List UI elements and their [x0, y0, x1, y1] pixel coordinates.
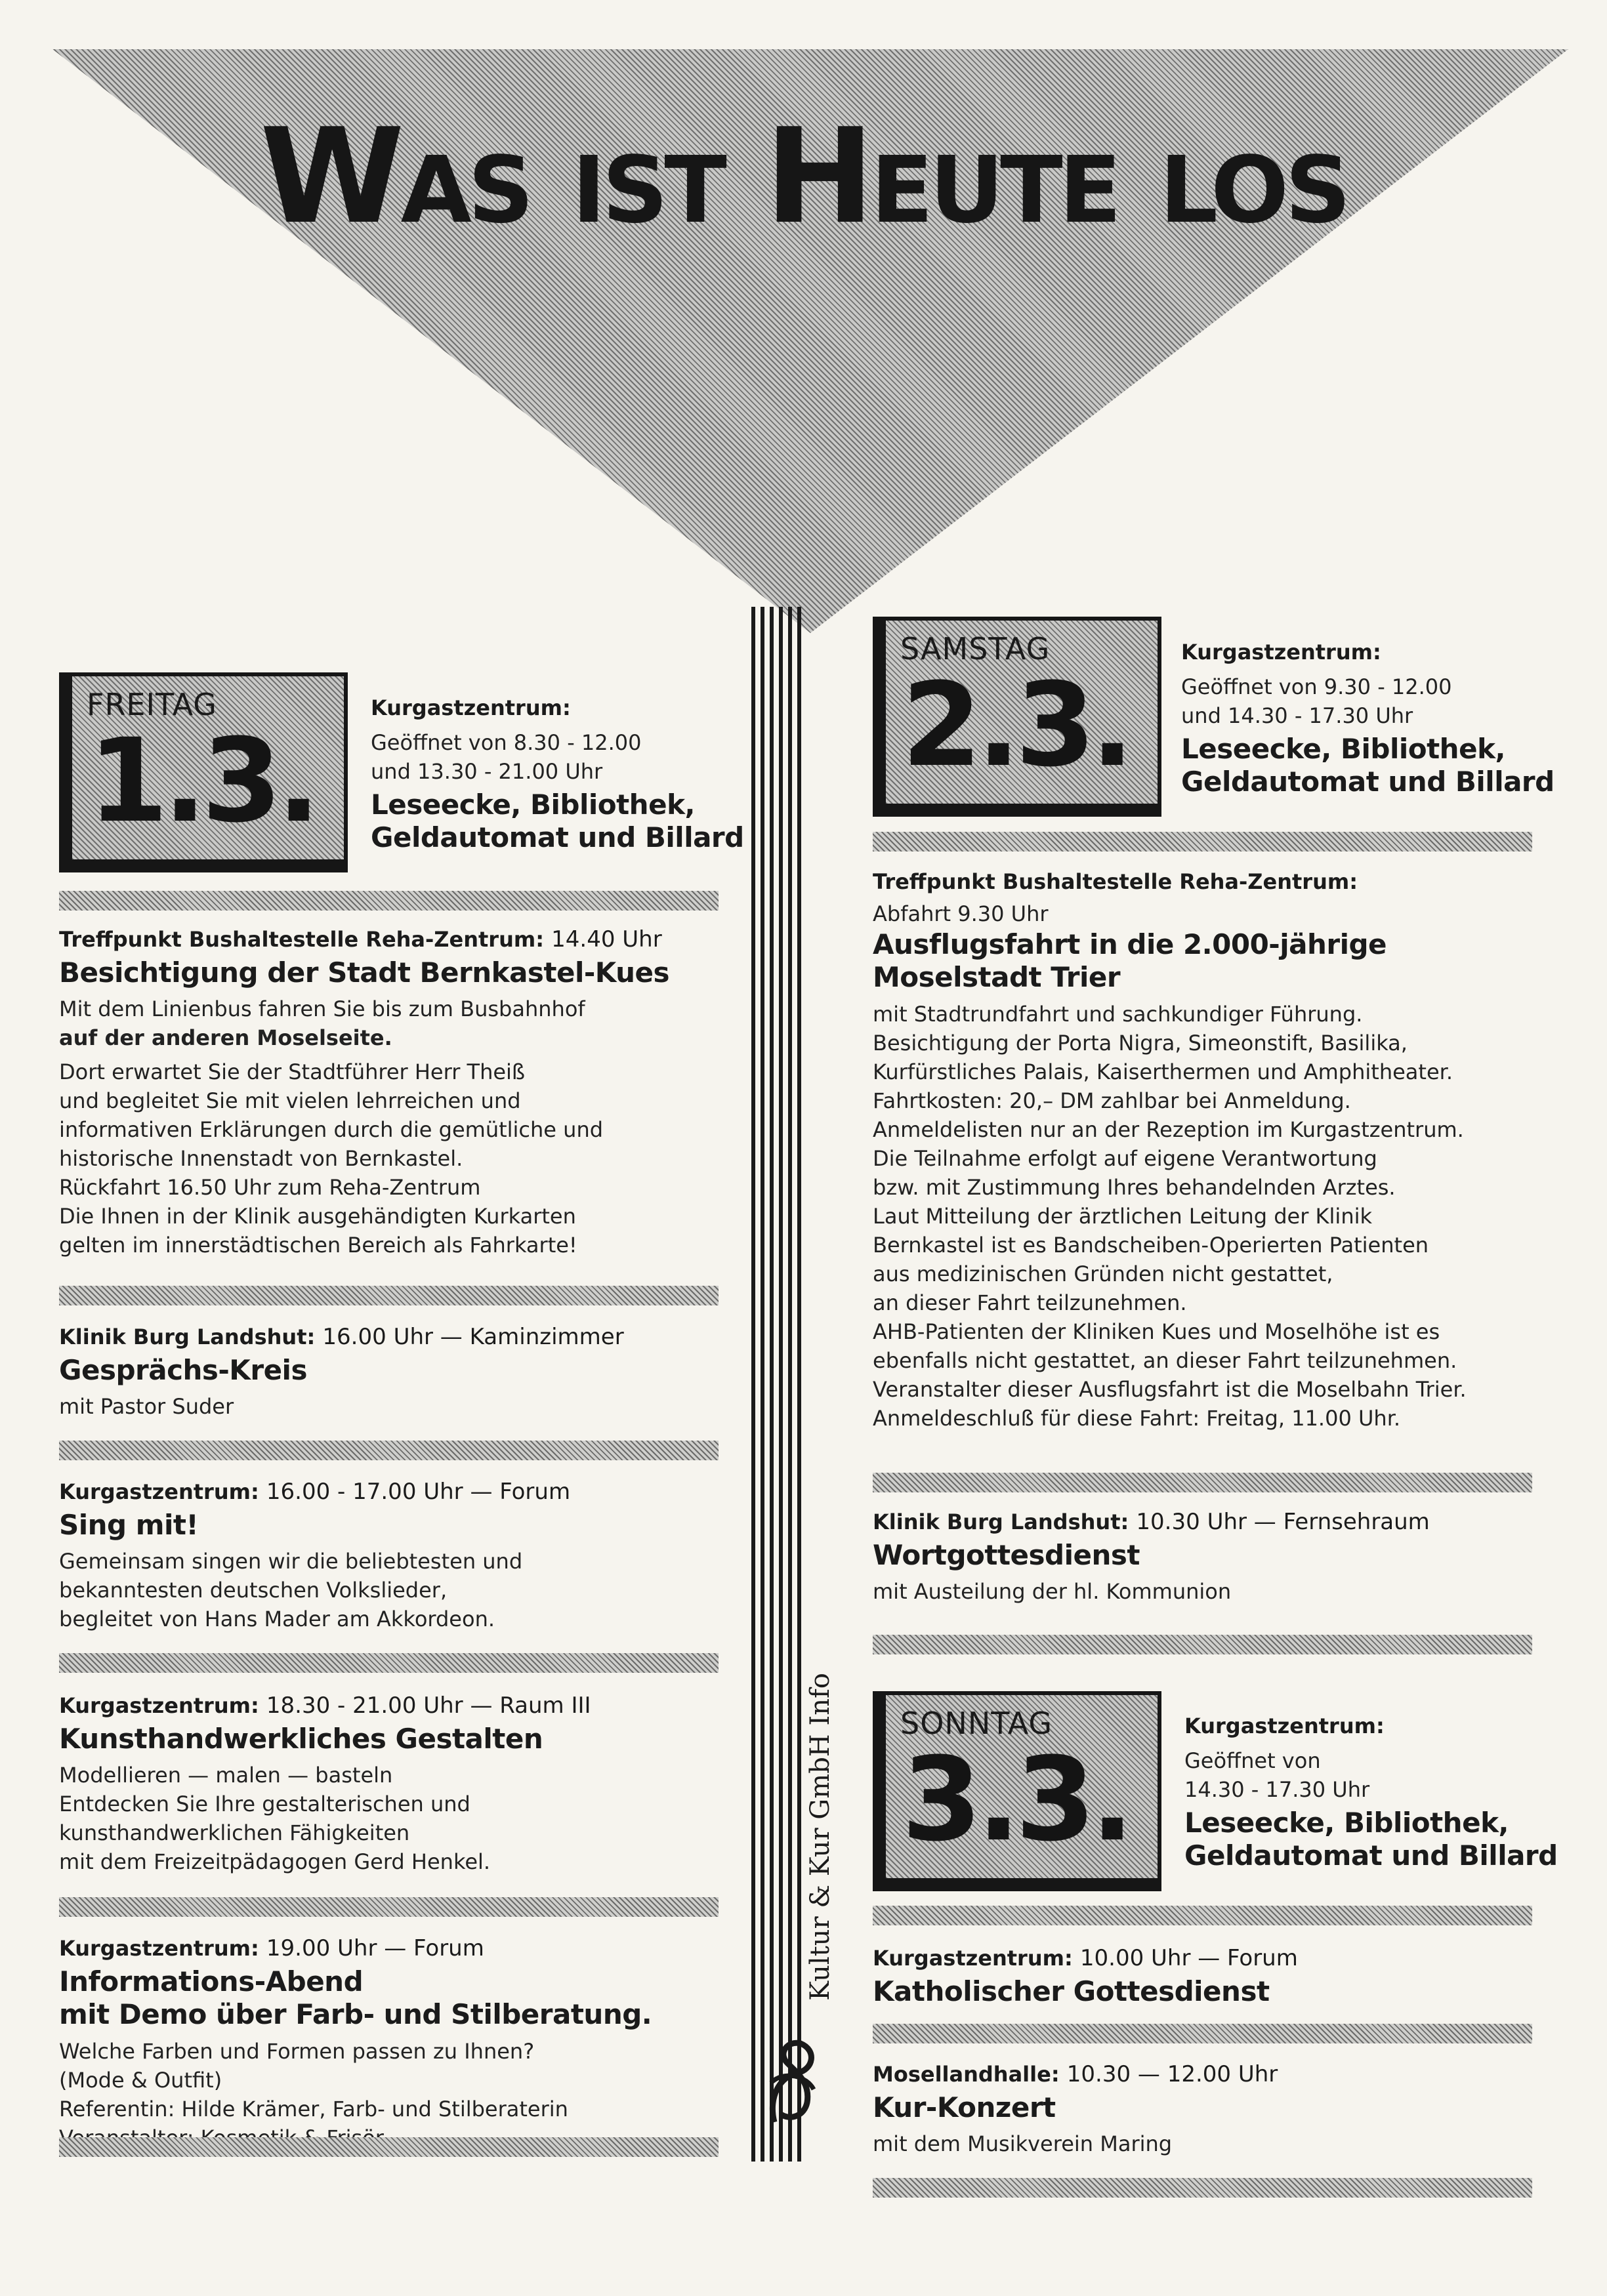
- open-label: Kurgastzentrum:: [1184, 1713, 1385, 1738]
- event-text: (Mode & Outfit): [59, 2067, 222, 2093]
- separator: [59, 1441, 719, 1460]
- event-title: Katholischer Gottesdienst: [873, 1975, 1270, 2007]
- open-title: Leseecke, Bibliothek,: [1181, 733, 1505, 765]
- separator: [59, 891, 719, 911]
- event-text: mit Pastor Suder: [59, 1394, 234, 1420]
- separator: [59, 2137, 719, 2157]
- open-label: Kurgastzentrum:: [1181, 640, 1381, 665]
- page-title: Was ist Heute los: [260, 100, 1347, 253]
- event-title: Informations-Abend: [59, 1965, 364, 1998]
- event-text: informativen Erklärungen durch die gemütliche und: [59, 1117, 604, 1143]
- event-text: historische Innenstadt von Bernkastel.: [59, 1146, 463, 1172]
- publisher-label: Kultur & Kur GmbH Info: [805, 1673, 835, 2001]
- event-sing-mit: [59, 1479, 570, 1633]
- event-text: ebenfalls nicht gestattet, an dieser Fahrt teilzunehmen.: [873, 1347, 1457, 1373]
- event-text: Anmeldeschluß für diese Fahrt: Freitag, 11.00 Uhr.: [873, 1405, 1401, 1431]
- event-text: mit Stadtrundfahrt und sachkundiger Führung.: [873, 1001, 1363, 1027]
- open-title: Leseecke, Bibliothek,: [1184, 1807, 1509, 1839]
- event-text: mit dem Freizeitpädagogen Gerd Henkel.: [59, 1849, 491, 1875]
- open-line: und 13.30 - 21.00 Uhr: [371, 759, 603, 784]
- event-time: 18.30 - 21.00 Uhr — Raum III: [266, 1692, 591, 1719]
- event-time: 10.30 — 12.00 Uhr: [1066, 2061, 1278, 2087]
- open-title: Geldautomat und Billard: [1184, 1839, 1558, 1872]
- event-text: kunsthandwerklichen Fähigkeiten: [59, 1820, 410, 1846]
- separator: [873, 2024, 1532, 2043]
- separator: [873, 1906, 1532, 1925]
- event-title: Moselstadt Trier: [873, 961, 1121, 994]
- event-text: aus medizinischen Gründen nicht gestattet,: [873, 1261, 1333, 1286]
- event-title: Wortgottesdienst: [873, 1539, 1140, 1571]
- event-text: Gemeinsam singen wir die beliebtesten und: [59, 1549, 523, 1574]
- event-kur-konzert: [873, 2061, 1278, 2158]
- event-text: bekanntesten deutschen Volkslieder,: [59, 1578, 448, 1603]
- date-box-sunday: [873, 1691, 1161, 1891]
- day-name: SONNTAG: [900, 1706, 1053, 1741]
- event-text: an dieser Fahrt teilzunehmen.: [873, 1290, 1187, 1315]
- event-time: Abfahrt 9.30 Uhr: [873, 901, 1049, 926]
- event-title: Kur-Konzert: [873, 2091, 1056, 2123]
- event-location: Kurgastzentrum:: [59, 1479, 259, 1504]
- date-box-friday: [59, 672, 348, 872]
- event-text: Bernkastel ist es Bandscheiben-Operierten Patienten: [873, 1232, 1429, 1258]
- open-title: Leseecke, Bibliothek,: [371, 789, 695, 821]
- event-text: begleitet von Hans Mader am Akkordeon.: [59, 1607, 495, 1632]
- event-wortgottesdienst: [873, 1509, 1430, 1606]
- event-trier: [873, 869, 1581, 1433]
- event-location: Klinik Burg Landshut:: [59, 1324, 316, 1349]
- event-text: Referentin: Hilde Krämer, Farb- und Stilberaterin: [59, 2096, 568, 2122]
- event-time: 10.30 Uhr — Fernsehraum: [1136, 1509, 1430, 1535]
- event-title: Gesprächs-Kreis: [59, 1354, 307, 1386]
- date-number: 3.3.: [902, 1732, 1129, 1867]
- open-line: 14.30 - 17.30 Uhr: [1184, 1777, 1370, 1802]
- sun-open-block: [1184, 1713, 1558, 1873]
- event-text: Fahrtkosten: 20,– DM zahlbar bei Anmeldung.: [873, 1088, 1351, 1113]
- knot-logo-icon: [761, 2037, 824, 2125]
- event-text: Modellieren — malen — basteln: [59, 1763, 393, 1788]
- separator: [873, 832, 1532, 851]
- separator: [873, 1635, 1532, 1654]
- event-time: 16.00 - 17.00 Uhr — Forum: [266, 1479, 571, 1505]
- event-text: Veranstalter dieser Ausflugsfahrt ist die Moselbahn Trier.: [873, 1376, 1467, 1402]
- event-title: mit Demo über Farb- und Stilberatung.: [59, 1998, 652, 2031]
- event-title: Sing mit!: [59, 1509, 199, 1541]
- event-text: Anmeldelisten nur an der Rezeption im Kurgastzentrum.: [873, 1117, 1464, 1142]
- event-text: auf der anderen Moselseite.: [59, 1025, 392, 1051]
- event-location: Kurgastzentrum:: [873, 1946, 1073, 1971]
- event-text: Welche Farben und Formen passen zu Ihnen?: [59, 2038, 535, 2064]
- event-text: mit Austeilung der hl. Kommunion: [873, 1579, 1232, 1605]
- date-box-saturday: [873, 617, 1161, 817]
- date-number: 2.3.: [902, 658, 1129, 792]
- event-location: Kurgastzentrum:: [59, 1693, 259, 1718]
- event-kath-gottesdienst: [873, 1945, 1298, 2008]
- date-number: 1.3.: [88, 714, 316, 848]
- event-text: AHB-Patienten der Kliniken Kues und Moselhöhe ist es: [873, 1319, 1440, 1344]
- event-text: Dort erwartet Sie der Stadtführer Herr Theiß: [59, 1059, 526, 1085]
- event-text: Besichtigung der Porta Nigra, Simeonstift, Basilika,: [873, 1030, 1408, 1056]
- event-text: und begleitet Sie mit vielen lehrreichen und: [59, 1088, 521, 1114]
- event-text: Die Ihnen in der Klinik ausgehändigten Kurkarten: [59, 1204, 576, 1229]
- event-title: Besichtigung der Stadt Bernkastel-Kues: [59, 956, 669, 989]
- event-text: bzw. mit Zustimmung Ihres behandelnden Arztes.: [873, 1174, 1396, 1200]
- day-name: SAMSTAG: [900, 631, 1051, 666]
- event-text: Entdecken Sie Ihre gestalterischen und: [59, 1792, 470, 1817]
- event-gespraechskreis: [59, 1324, 624, 1421]
- separator: [59, 1653, 719, 1673]
- event-time: 14.40 Uhr: [551, 926, 662, 953]
- event-time: 10.00 Uhr — Forum: [1079, 1945, 1298, 1971]
- open-line: Geöffnet von: [1184, 1748, 1321, 1773]
- event-text: Laut Mitteilung der ärztlichen Leitung der Klinik: [873, 1203, 1373, 1229]
- event-text: Mit dem Linienbus fahren Sie bis zum Busbahnhof: [59, 996, 585, 1022]
- fri-open-block: [371, 695, 744, 855]
- open-label: Kurgastzentrum:: [371, 695, 571, 720]
- open-line: Geöffnet von 8.30 - 12.00: [371, 730, 642, 755]
- event-kunsthandwerk: [59, 1692, 591, 1876]
- event-bernkastel: [59, 926, 741, 1260]
- event-location: Treffpunkt Bushaltestelle Reha-Zentrum:: [873, 869, 1358, 894]
- event-text: gelten im innerstädtischen Bereich als Fahrkarte!: [59, 1233, 577, 1258]
- event-text: Kurfürstliches Palais, Kaiserthermen und Amphitheater.: [873, 1059, 1453, 1084]
- separator: [59, 1286, 719, 1305]
- open-title: Geldautomat und Billard: [1181, 766, 1555, 798]
- separator: [873, 2178, 1532, 2198]
- sidebar-publisher: [797, 1627, 843, 2047]
- day-name: FREITAG: [87, 687, 217, 722]
- event-farbberatung: [59, 1935, 652, 2152]
- event-text: Rückfahrt 16.50 Uhr zum Reha-Zentrum: [59, 1175, 481, 1200]
- center-divider: [751, 607, 804, 2162]
- event-text: Die Teilnahme erfolgt auf eigene Verantwortung: [873, 1145, 1377, 1171]
- event-text: mit dem Musikverein Maring: [873, 2131, 1173, 2157]
- event-time: 16.00 Uhr — Kaminzimmer: [322, 1324, 624, 1350]
- event-location: Kurgastzentrum:: [59, 1936, 259, 1961]
- event-time: 19.00 Uhr — Forum: [266, 1935, 484, 1961]
- event-location: Mosellandhalle:: [873, 2062, 1060, 2087]
- event-title: Kunsthandwerkliches Gestalten: [59, 1723, 543, 1755]
- open-line: und 14.30 - 17.30 Uhr: [1181, 703, 1413, 728]
- event-title: Ausflugsfahrt in die 2.000-jährige: [873, 928, 1387, 960]
- open-line: Geöffnet von 9.30 - 12.00: [1181, 674, 1452, 699]
- separator: [59, 1897, 719, 1917]
- sat-open-block: [1181, 640, 1555, 799]
- separator: [873, 1473, 1532, 1492]
- open-title: Geldautomat und Billard: [371, 821, 744, 854]
- event-location: Treffpunkt Bushaltestelle Reha-Zentrum:: [59, 927, 544, 952]
- event-location: Klinik Burg Landshut:: [873, 1509, 1129, 1534]
